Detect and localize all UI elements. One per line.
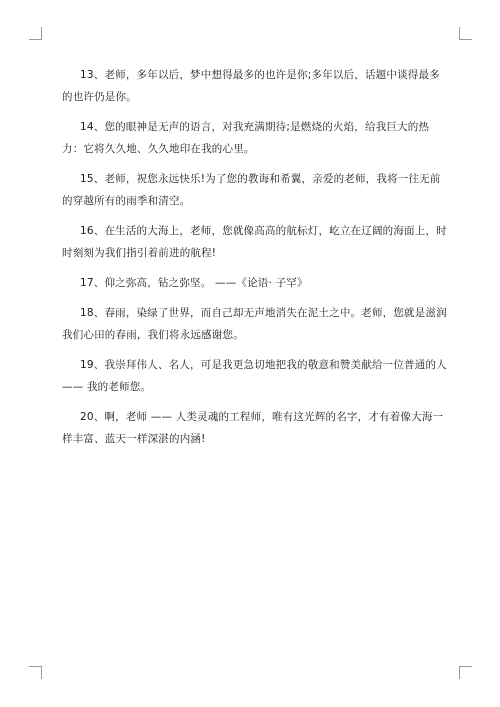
crop-mark-top-left [29,27,42,40]
paragraph-19: 19、我崇拜伟人、名人，可是我更急切地把我的敬意和赞美献给一位普通的人 —— 我的老师您。 [62,359,447,393]
paragraph-20: 20、啊，老师 —— 人类灵魂的工程师，唯有这光辉的名字，才有着像大海一样丰富、蓝天一样深湛的内涵! [62,411,444,445]
crop-mark-bottom-right [459,666,472,679]
paragraph-14: 14、您的眼神是无声的语言，对我充满期待;是燃烧的火焰，给我巨大的热力：它将久久地、久久地印在我的心里。 [62,121,430,155]
crop-mark-top-right [459,27,472,40]
paragraph-16: 16、在生活的大海上，老师，您就像高高的航标灯，屹立在辽阔的海面上，时时刻刻为我们指引着前进的航程! [62,225,447,259]
paragraph-13: 13、老师，多年以后，梦中想得最多的也许是你;多年以后，话题中谈得最多的也许仍是你。 [62,69,440,103]
document-body [62,64,450,458]
crop-mark-bottom-left [29,666,42,679]
paragraph-18: 18、春雨，染绿了世界，而自己却无声地消失在泥土之中。老师，您就是滋润我们心田的春雨，我们将永远感谢您。 [62,307,447,341]
paragraph-15: 15、老师，祝您永远快乐!为了您的教诲和希翼，亲爱的老师，我将一往无前的穿越所有的雨季和清空。 [62,173,441,207]
paragraph-17: 17、仰之弥高，钻之弥坚。 ——《论语· 子罕》 [80,277,308,289]
